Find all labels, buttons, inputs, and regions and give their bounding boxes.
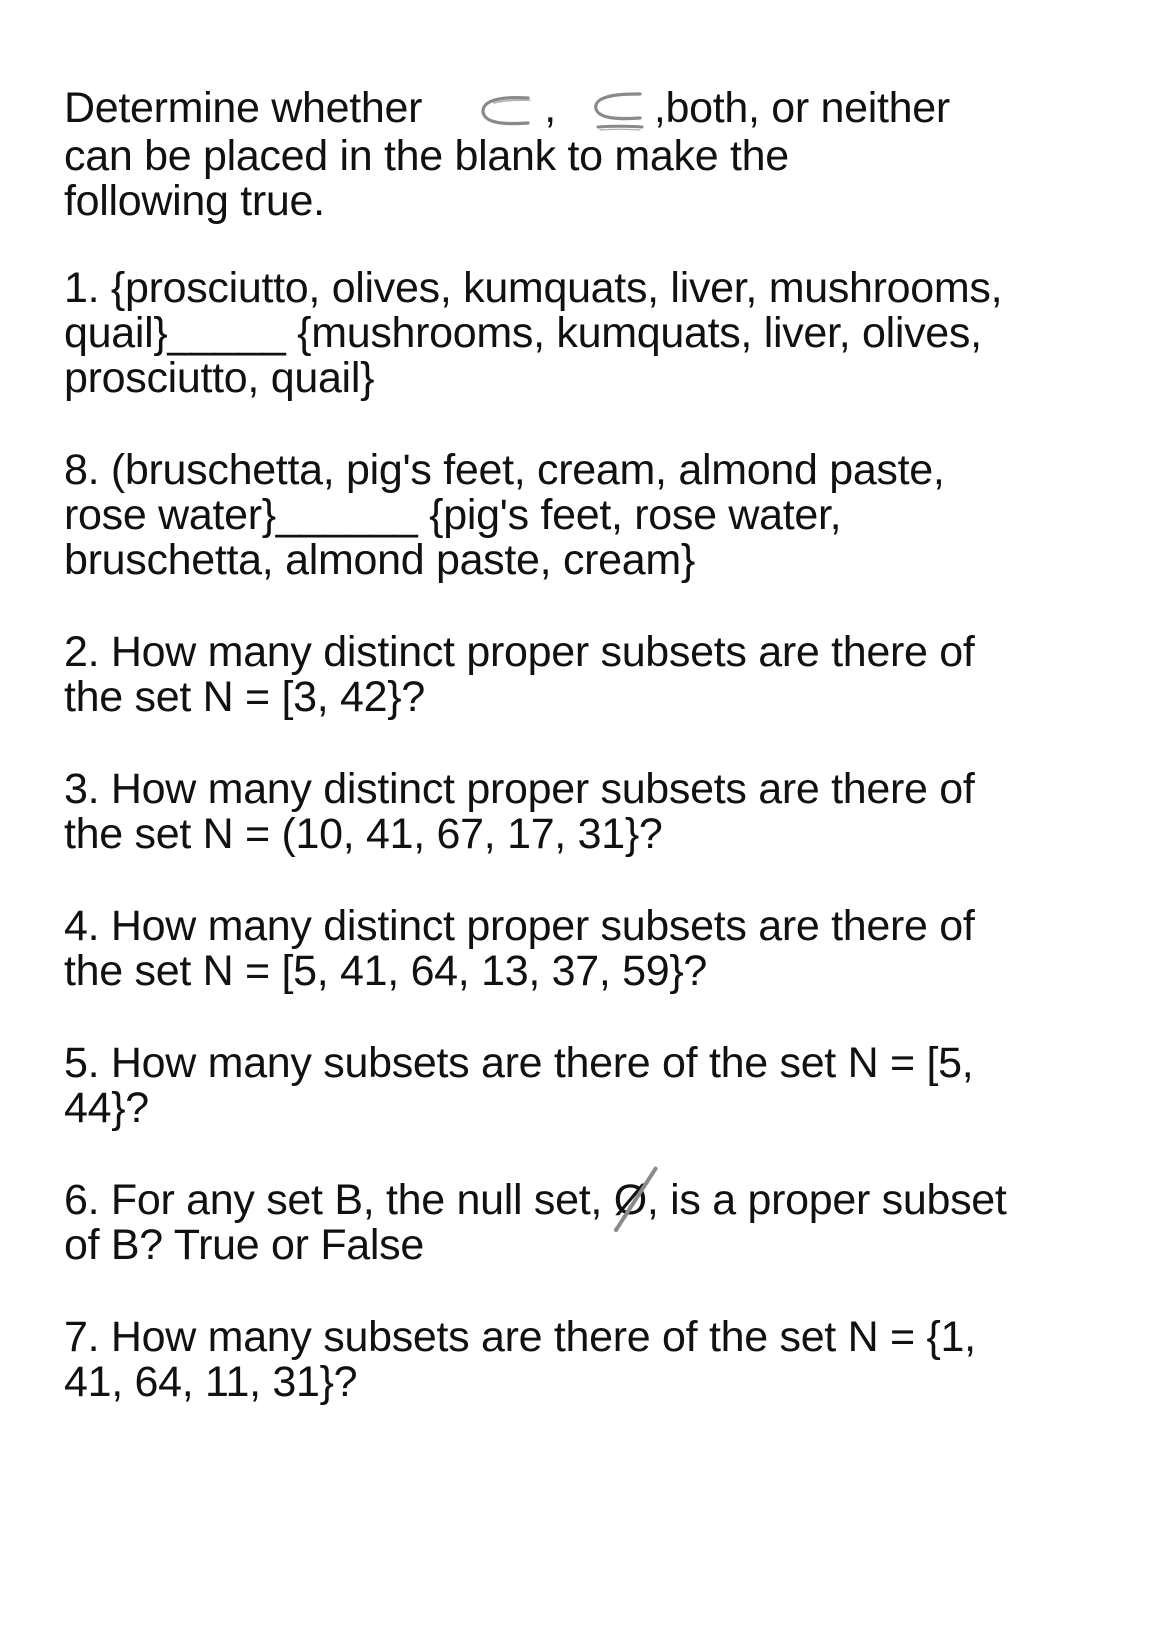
proper-subset-symbol-icon [470,88,542,134]
question-6-line-1 [64,1175,1124,1224]
instructions-line-3: following true. [64,176,325,225]
instructions-text-end: ,both, or neither [653,84,950,132]
question-4-line-1: 4. How many distinct proper subsets are there of [64,901,975,950]
subset-or-equal-symbol-icon [582,88,654,134]
null-set-glyph: Ø [613,1175,647,1224]
question-2-line-2: the set N = [3, 42}? [64,672,425,721]
question-3-line-1: 3. How many distinct proper subsets are there of [64,764,975,813]
question-6-text-start: 6. For any set B, the null set, [64,1175,614,1224]
question-1-line-1: 1. {prosciutto, olives, kumquats, liver, mushrooms, [64,263,1003,312]
instructions-line-2: can be placed in the blank to make the [64,131,789,180]
question-2-line-1: 2. How many distinct proper subsets are there of [64,627,975,676]
question-1-line-3: prosciutto, quail} [64,353,375,402]
question-5 [64,1038,1124,1132]
instructions-line-1 [64,86,1124,134]
question-8-line-2: rose water}______ {pig's feet, rose water, [64,490,842,539]
question-2 [64,627,1124,721]
question-3 [64,764,1124,858]
question-6-line-2: of B? True or False [64,1220,424,1269]
question-3-line-2: the set N = (10, 41, 67, 17, 31}? [64,809,663,858]
instructions [64,86,1124,224]
question-6 [64,1175,1124,1269]
question-7 [64,1312,1124,1406]
instructions-comma: , [544,84,556,132]
question-7-line-1: 7. How many subsets are there of the set N = {1, [64,1312,976,1361]
question-8 [64,445,1124,584]
question-1 [64,263,1124,402]
instructions-text-start: Determine whether [64,84,423,132]
question-4 [64,901,1124,995]
question-8-line-3: bruschetta, almond paste, cream} [64,535,695,584]
null-set-symbol-icon [613,1175,647,1224]
question-5-line-2: 44}? [64,1083,149,1132]
question-5-line-1: 5. How many subsets are there of the set N = [5, [64,1038,974,1087]
question-4-line-2: the set N = [5, 41, 64, 13, 37, 59}? [64,946,708,995]
worksheet [64,86,1124,1452]
question-7-line-2: 41, 64, 11, 31}? [64,1357,358,1406]
question-1-line-2: quail}_____ {mushrooms, kumquats, liver, olives, [64,308,982,357]
question-8-line-1: 8. (bruschetta, pig's feet, cream, almond paste, [64,445,945,494]
question-6-text-end: , is a proper subset [646,1175,1007,1224]
